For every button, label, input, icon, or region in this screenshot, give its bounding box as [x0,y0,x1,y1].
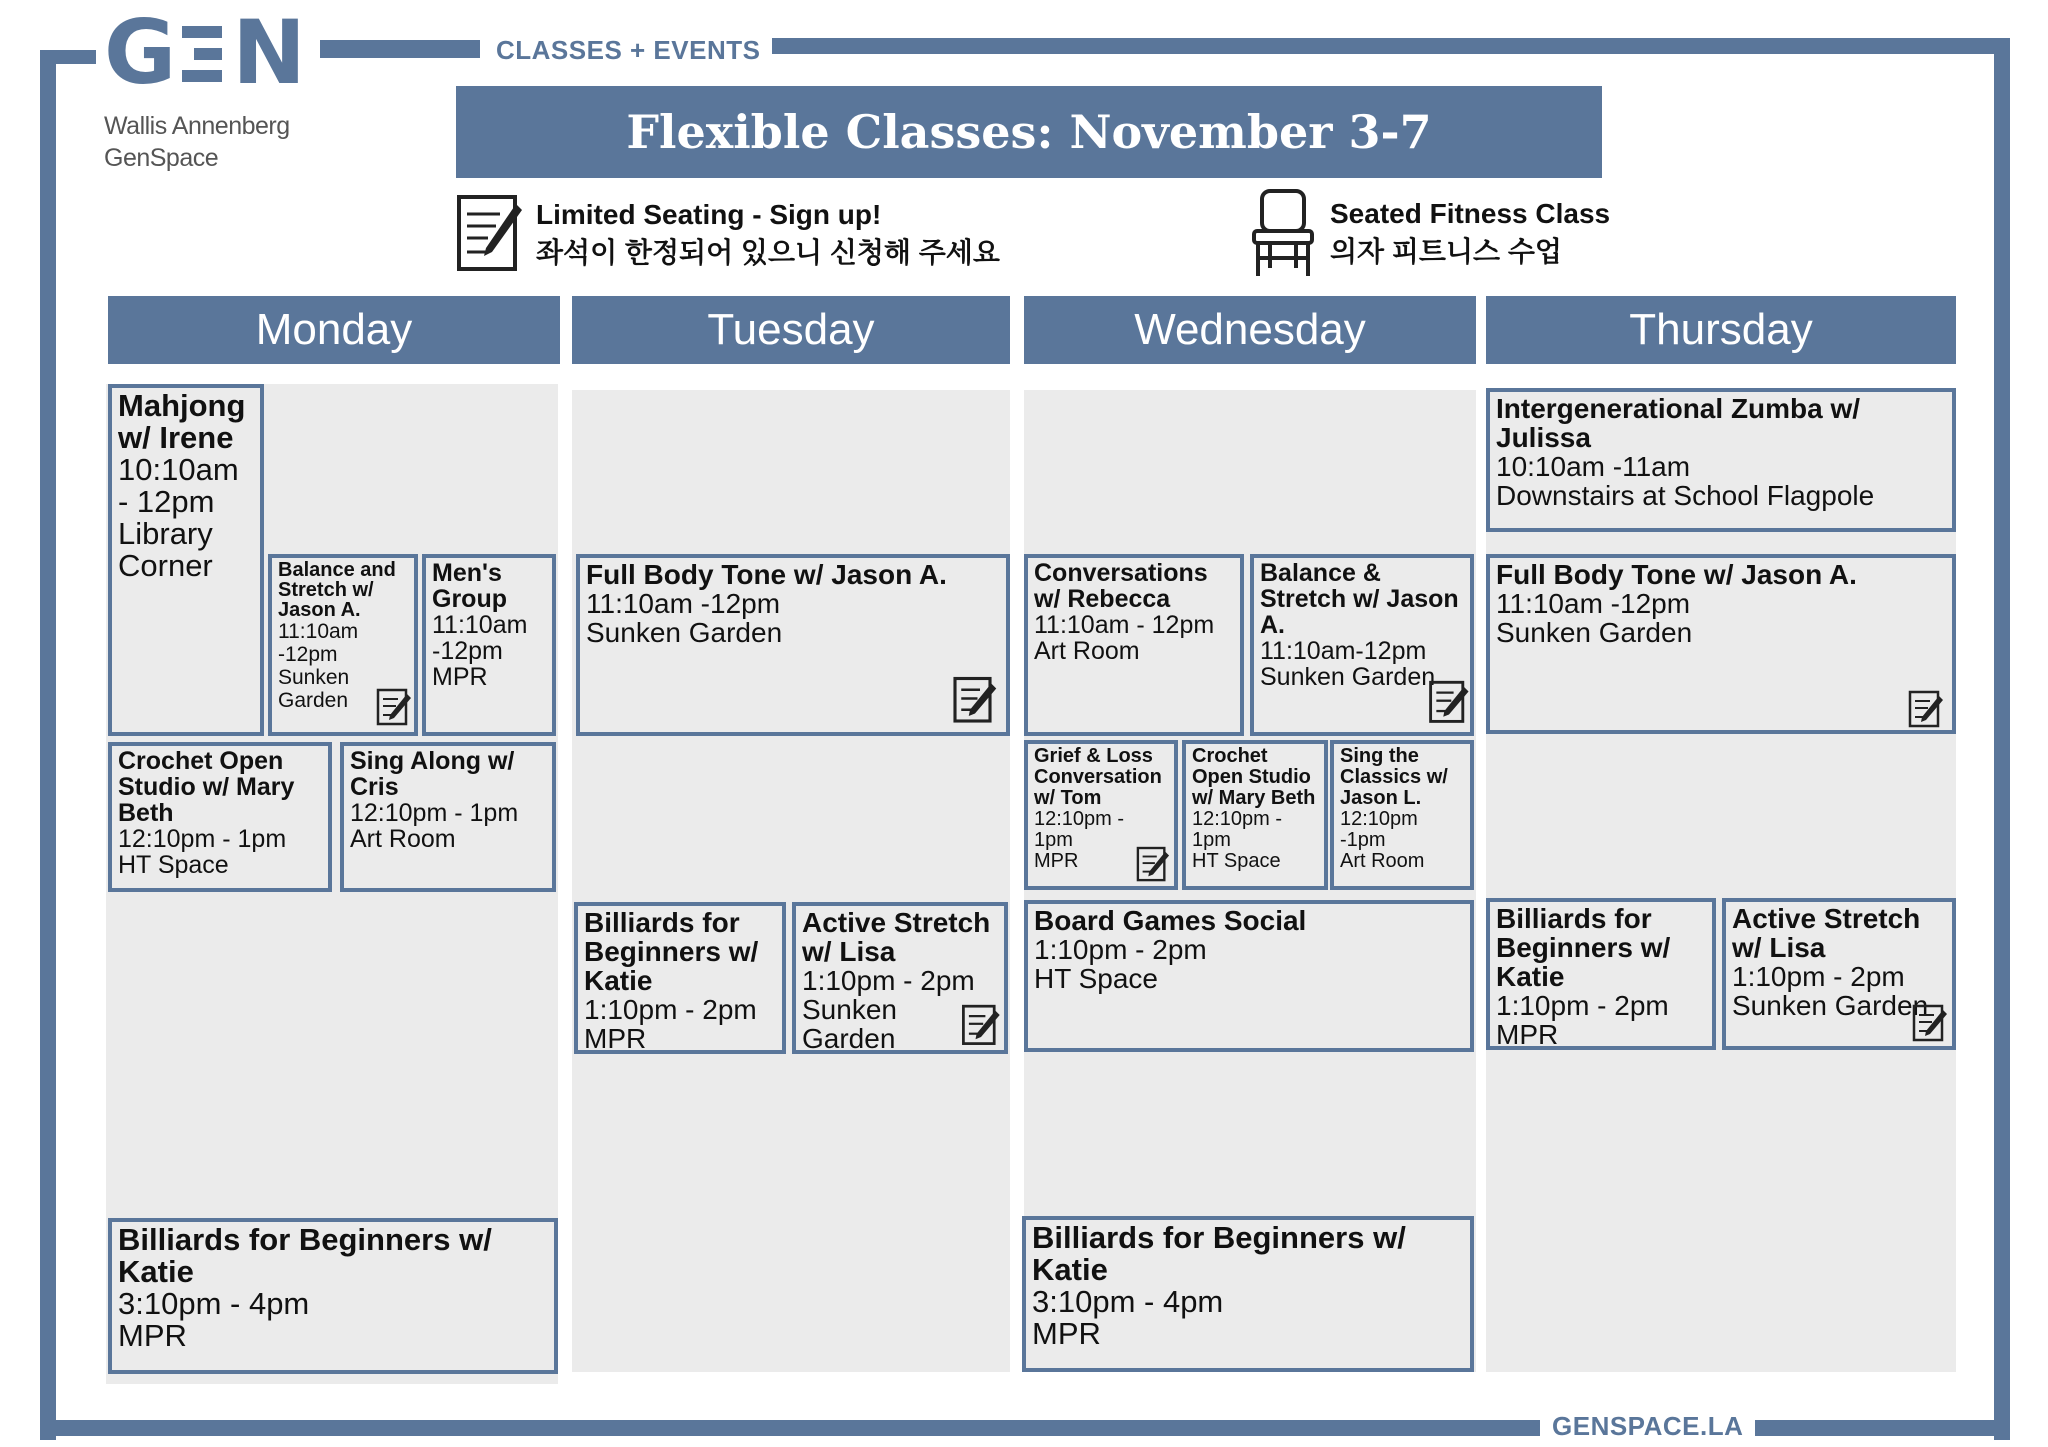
event-location: HT Space [118,851,229,879]
event-location: Art Room [350,825,456,853]
event-time: 12:10pm - 1pm [1034,808,1125,851]
frame-right [1994,38,2010,1440]
legend-seated-fitness-en: Seated Fitness Class [1330,198,1611,229]
sign-up-pencil-icon [1136,846,1170,884]
logo-letter-g: G [104,1,173,104]
event-conversations-wednesday [1024,554,1244,736]
event-time: 11:10am -12pm [586,588,781,619]
event-time: 1:10pm - 2pm [802,965,975,996]
thursday-column [1486,390,1956,1372]
event-title: Billiards for Beginners w/ Katie [118,1222,492,1289]
event-time: 11:10am -12pm [432,611,528,665]
event-location: MPR [1496,1019,1559,1050]
event-title: Crochet Open Studio w/ Mary Beth [118,747,295,827]
event-title: Active Stretch w/ Lisa [1732,903,1921,963]
event-billiards-tuesday [574,902,786,1054]
event-time: 12:10pm -1pm [1340,808,1418,851]
event-title: Billiards for Beginners w/ Katie [1032,1220,1406,1287]
event-full-body-tone-tuesday [576,554,1010,736]
event-sing-classics-wednesday [1330,740,1474,890]
event-time: 1:10pm - 2pm [1034,934,1207,965]
sign-up-pencil-icon [456,194,522,274]
page-title: Flexible Classes: November 3-7 [456,86,1602,178]
event-location: MPR [1032,1316,1101,1351]
frame-top-mid [320,40,480,58]
logo-org-line2: GenSpace [104,144,219,172]
event-location: Art Room [1340,850,1425,872]
logo-mark [104,1,324,104]
event-location: MPR [118,1318,187,1353]
day-header-thursday: Thursday [1486,296,1956,364]
event-location: HT Space [1034,963,1158,994]
chair-icon [1250,188,1316,278]
event-time: 11:10am -12pm [1496,588,1691,619]
event-title: Balance and Stretch w/ Jason A. [278,559,396,621]
event-location: Library Corner [118,516,213,583]
event-location: Sunken Garden [1496,617,1693,648]
tuesday-column [572,390,1010,1372]
event-title: Sing Along w/ Cris [350,747,515,801]
event-title: Men's Group [432,559,507,613]
event-billiards-thursday [1486,898,1716,1050]
event-title: Balance & Stretch w/ Jason A. [1260,559,1459,639]
event-location: Sunken Garden [802,994,897,1054]
event-location: MPR [432,663,488,691]
event-crochet-wednesday [1182,740,1328,890]
event-location: Sunken Garden [1732,990,1929,1021]
event-title: Full Body Tone w/ Jason A. [586,559,947,590]
event-title: Active Stretch w/ Lisa [802,907,991,967]
event-time: 1:10pm - 2pm [584,994,757,1025]
logo-org-name [104,110,324,174]
event-time: 10:10am -11am [1496,451,1691,482]
event-location: Art Room [1034,637,1140,665]
event-time: 3:10pm - 4pm [118,1286,310,1321]
event-title: Mahjong w/ Irene [118,388,246,455]
event-mahjong-monday [108,384,264,736]
legend-limited-seating-en: Limited Seating - Sign up! [536,199,882,230]
event-time: 11:10am-12pm [1260,637,1427,665]
event-location: MPR [1034,850,1079,872]
event-time: 3:10pm - 4pm [1032,1284,1224,1319]
day-header-tuesday: Tuesday [572,296,1010,364]
sign-up-pencil-icon [1912,1004,1948,1044]
legend-seated-fitness-ko: 의자 피트니스 수업 [1330,236,1562,267]
event-title: Sing the Classics w/ Jason L. [1340,745,1448,809]
event-location: Sunken Garden [586,617,783,648]
event-billiards-monday [108,1218,558,1374]
event-title: Intergenerational Zumba w/ Julissa [1496,393,1861,453]
event-location: Downstairs at School Flagpole [1496,480,1875,511]
event-time: 10:10am - 12pm [118,452,239,519]
frame-top-right [744,38,2008,54]
event-board-games-wednesday [1024,900,1474,1052]
section-label: CLASSES + EVENTS [484,30,772,70]
event-time: 1:10pm - 2pm [1732,961,1905,992]
event-crochet-monday [108,742,332,892]
sign-up-pencil-icon [1908,690,1944,730]
logo-letter-e [182,26,222,82]
event-title: Conversations w/ Rebecca [1034,559,1208,613]
event-billiards-wednesday [1022,1216,1474,1372]
event-zumba-thursday [1486,388,1956,532]
day-header-wednesday: Wednesday [1024,296,1476,364]
footer-website-label: GENSPACE.LA [1540,1406,1755,1446]
event-title: Board Games Social [1034,905,1307,936]
event-title: Full Body Tone w/ Jason A. [1496,559,1857,590]
sign-up-pencil-icon [960,1004,1002,1048]
sign-up-pencil-icon [376,688,412,728]
event-time: 11:10am -12pm [278,620,359,666]
event-location: HT Space [1192,850,1281,872]
event-title: Billiards for Beginners w/ Katie [584,907,759,996]
event-title: Billiards for Beginners w/ Katie [1496,903,1671,992]
logo-letter-n: N [232,1,306,104]
event-title: Crochet Open Studio w/ Mary Beth [1192,745,1316,809]
event-location: Sunken Garden [278,666,350,712]
event-location: MPR [584,1023,647,1054]
event-time: 12:10pm - 1pm [1192,808,1283,851]
event-sing-along-monday [340,742,556,892]
event-time: 12:10pm - 1pm [118,825,287,853]
event-full-body-tone-thursday [1486,554,1956,734]
event-time: 12:10pm - 1pm [350,799,519,827]
frame-left [40,50,56,1440]
genspace-logo [104,1,324,174]
sign-up-pencil-icon [1426,680,1472,726]
legend-seated-fitness [1250,188,1610,278]
event-location: Sunken Garden [1260,663,1436,691]
event-time: 1:10pm - 2pm [1496,990,1669,1021]
event-mens-group-monday [422,554,556,736]
frame-top-left [40,50,96,64]
day-header-monday: Monday [108,296,560,364]
sign-up-pencil-icon [952,676,998,726]
logo-org-line1: Wallis Annenberg [104,112,290,140]
legend-limited-seating [456,194,1000,274]
event-title: Grief & Loss Conversation w/ Tom [1034,745,1162,809]
legend-limited-seating-ko: 좌석이 한정되어 있으니 신청해 주세요 [536,237,1000,268]
event-time: 11:10am - 12pm [1034,611,1215,639]
